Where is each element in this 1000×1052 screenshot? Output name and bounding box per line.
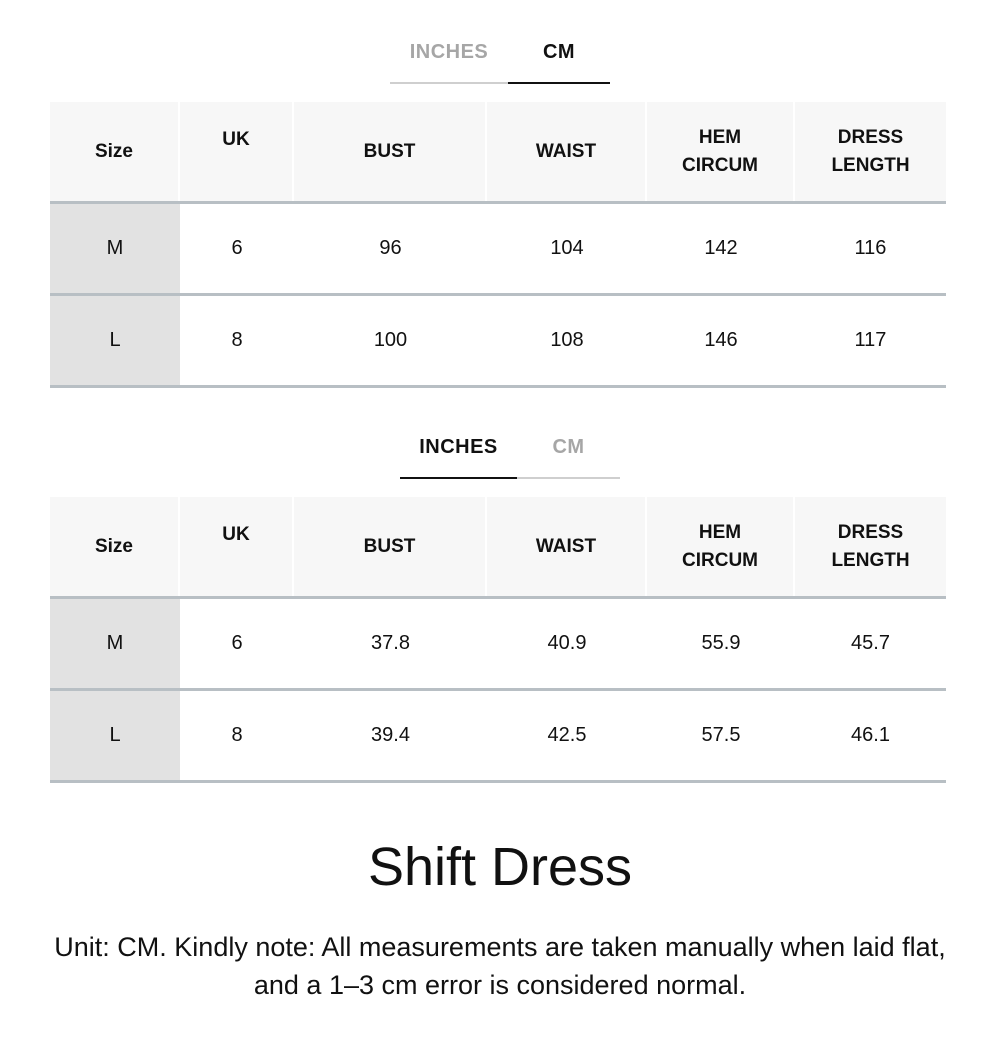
- measurement-note: Unit: CM. Kindly note: All measurements are taken manually when laid flat, and a 1–3 cm error is considered normal.: [54, 932, 946, 1000]
- header-dress-line2: LENGTH: [831, 154, 910, 176]
- size-chart-table-inches: [50, 497, 946, 783]
- header-bust: BUST: [294, 102, 487, 201]
- product-title: Shift Dress: [367, 837, 633, 897]
- cell-waist: 108: [550, 329, 584, 351]
- header-size: Size: [50, 497, 180, 596]
- unit-tabs-cm-table: [390, 38, 610, 78]
- cell-bust: 100: [373, 329, 408, 351]
- tab-cm[interactable]: CM: [508, 38, 610, 78]
- cell-hem-circum: 57.5: [701, 724, 741, 746]
- cell-hem-circum: 142: [704, 237, 738, 259]
- cell-uk: 8: [231, 724, 243, 746]
- header-waist: WAIST: [487, 102, 647, 201]
- cell-hem-circum: 146: [704, 329, 738, 351]
- header-dress-line1: DRESS: [837, 126, 904, 148]
- cell-uk: 8: [231, 329, 243, 351]
- tab-inches[interactable]: INCHES: [390, 38, 508, 78]
- cell-bust: 96: [379, 237, 402, 259]
- header-bust: BUST: [294, 497, 487, 596]
- tab-inches[interactable]: INCHES: [400, 433, 517, 473]
- cell-dress-length: 45.7: [851, 632, 890, 654]
- header-dress-line1: DRESS: [837, 521, 904, 543]
- table-header: [50, 497, 946, 599]
- header-hem-circum: [647, 102, 795, 201]
- cell-dress-length: 116: [854, 237, 887, 259]
- cell-dress-length: 117: [854, 329, 887, 351]
- header-hem-line1: HEM: [698, 126, 742, 148]
- cell-size: M: [50, 204, 180, 293]
- table-row: [50, 204, 946, 296]
- header-size: Size: [50, 102, 180, 201]
- cell-size: M: [50, 599, 180, 688]
- cell-size: L: [50, 691, 180, 780]
- header-dress-length: [795, 102, 946, 201]
- cell-uk: 6: [231, 632, 243, 654]
- cell-dress-length: 46.1: [851, 724, 890, 746]
- header-waist: WAIST: [487, 497, 647, 596]
- table-row: [50, 599, 946, 691]
- header-dress-line2: LENGTH: [831, 549, 910, 571]
- cell-waist: 104: [550, 237, 584, 259]
- header-dress-length: [795, 497, 946, 596]
- header-hem-line1: HEM: [698, 521, 742, 543]
- cell-hem-circum: 55.9: [701, 632, 741, 654]
- header-uk: UK: [180, 102, 294, 201]
- size-chart-table-cm: [50, 102, 946, 388]
- header-hem-line2: CIRCUM: [682, 154, 758, 176]
- cell-bust: 39.4: [371, 724, 410, 746]
- cell-waist: 42.5: [547, 724, 587, 746]
- header-uk: UK: [180, 497, 294, 596]
- unit-tabs-inches-table: [400, 433, 620, 473]
- tab-cm[interactable]: CM: [517, 433, 620, 473]
- table-header: [50, 102, 946, 204]
- cell-uk: 6: [231, 237, 243, 259]
- header-hem-line2: CIRCUM: [682, 549, 758, 571]
- header-hem-circum: [647, 497, 795, 596]
- cell-waist: 40.9: [547, 632, 587, 654]
- table-row: [50, 296, 946, 388]
- table-row: [50, 691, 946, 783]
- cell-size: L: [50, 296, 180, 385]
- cell-bust: 37.8: [371, 632, 410, 654]
